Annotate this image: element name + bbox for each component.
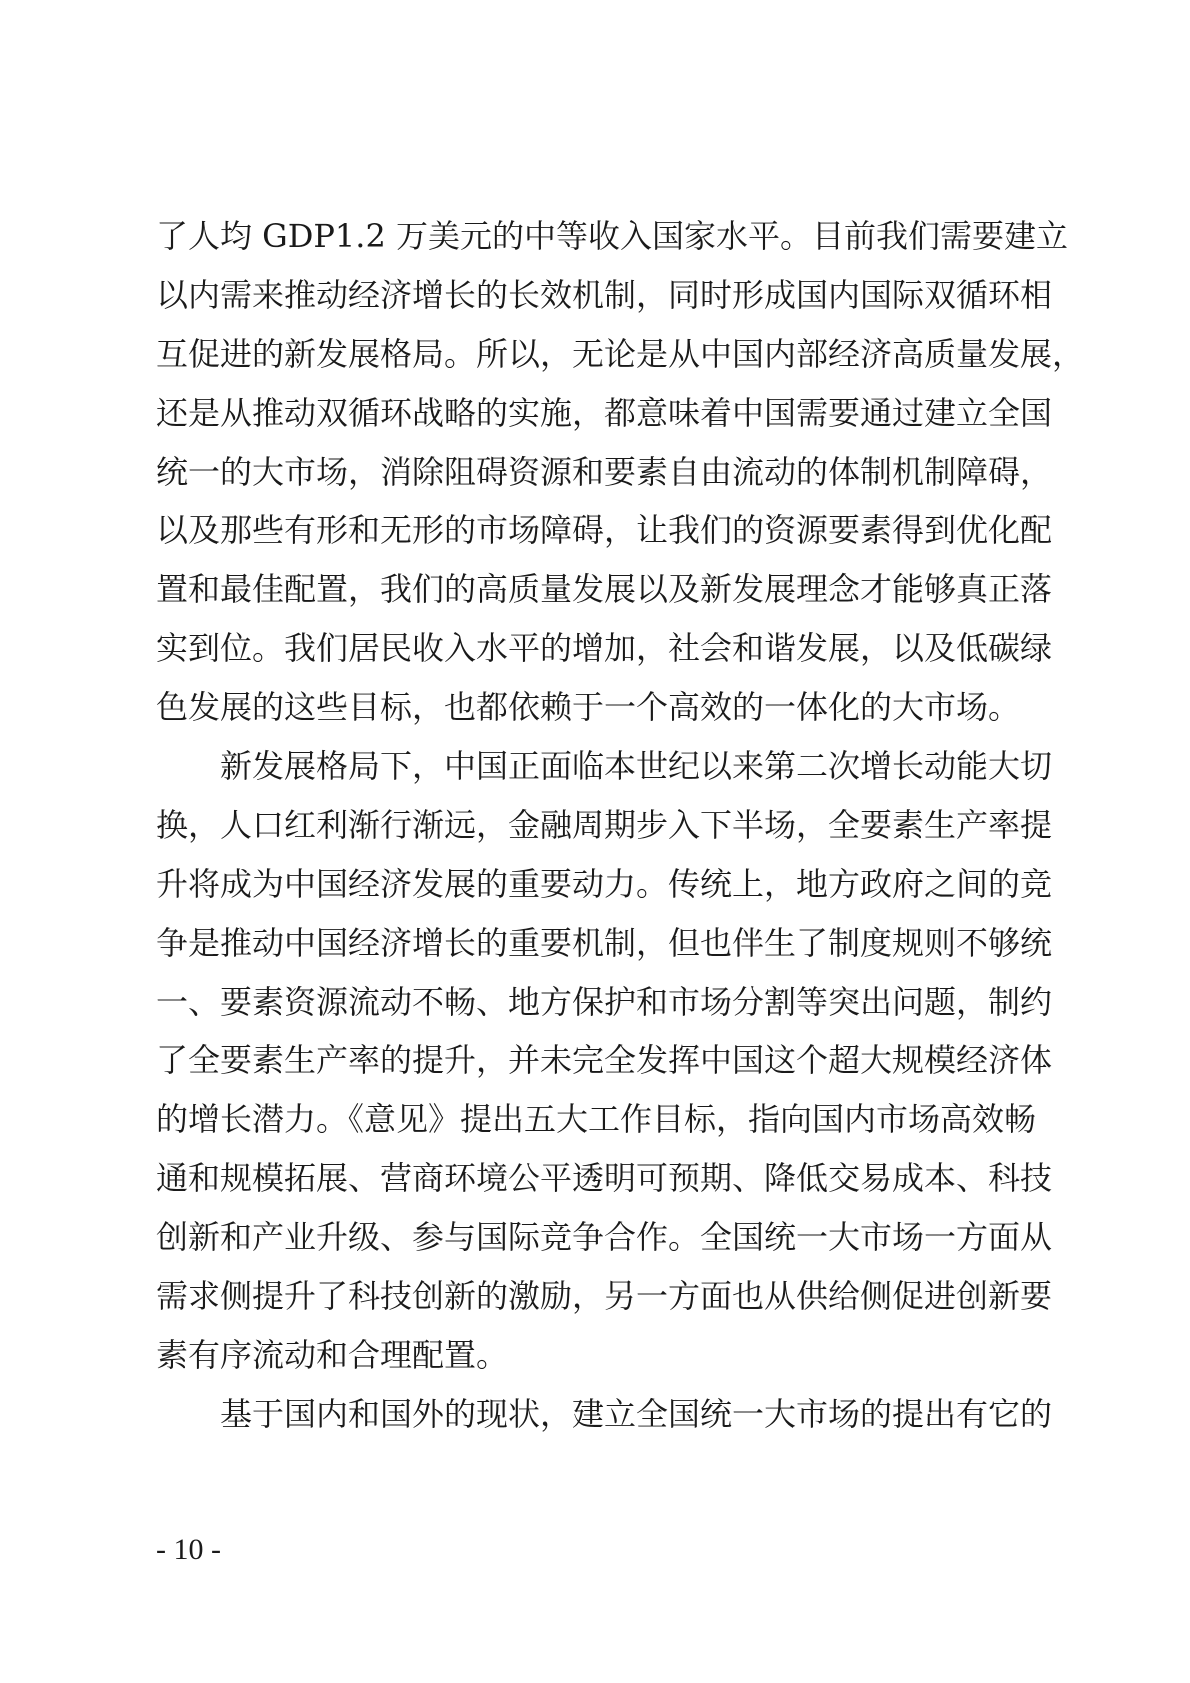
paragraph-2	[156, 737, 1053, 1385]
text-line: 争是推动中国经济增长的重要机制，但也伴生了制度规则不够统	[156, 923, 1053, 962]
text-line: 色发展的这些目标，也都依赖于一个高效的一体化的大市场。	[156, 688, 1021, 727]
text-line: 的增长潜力。《意见》提出五大工作目标，指向国内市场高效畅	[156, 1100, 1037, 1139]
page-number: - 10 -	[156, 1533, 221, 1566]
text-line: 基于国内和国外的现状，建立全国统一大市场的提出有它的	[156, 1394, 1053, 1433]
paragraph-3	[156, 1385, 1053, 1444]
text-line: 素有序流动和合理配置。	[156, 1335, 509, 1374]
text-line: 换，人口红利渐行渐远，金融周期步入下半场，全要素生产率提	[156, 805, 1053, 844]
text-line: 一、要素资源流动不畅、地方保护和市场分割等突出问题，制约	[156, 982, 1053, 1021]
text-line: 以内需来推动经济增长的长效机制，同时形成国内国际双循环相	[156, 275, 1053, 314]
paragraph-1	[156, 207, 1085, 737]
text-line: 创新和产业升级、参与国际竞争合作。全国统一大市场一方面从	[156, 1218, 1053, 1257]
text-line: 以及那些有形和无形的市场障碍，让我们的资源要素得到优化配	[156, 511, 1053, 550]
body-text	[156, 207, 1085, 1444]
text-line: 新发展格局下，中国正面临本世纪以来第二次增长动能大切	[156, 747, 1053, 786]
text-line: 通和规模拓展、营商环境公平透明可预期、降低交易成本、科技	[156, 1159, 1053, 1198]
text-line: 需求侧提升了科技创新的激励，另一方面也从供给侧促进创新要	[156, 1277, 1053, 1316]
text-line: 了人均 GDP1.2 万美元的中等收入国家水平。目前我们需要建立	[156, 217, 1068, 255]
text-line: 还是从推动双循环战略的实施，都意味着中国需要通过建立全国	[156, 393, 1053, 432]
text-line: 统一的大市场，消除阻碍资源和要素自由流动的体制机制障碍，	[156, 452, 1053, 491]
text-line: 了全要素生产率的提升，并未完全发挥中国这个超大规模经济体	[156, 1041, 1053, 1080]
text-line: 实到位。我们居民收入水平的增加，社会和谐发展，以及低碳绿	[156, 629, 1053, 668]
text-line: 互促进的新发展格局。所以，无论是从中国内部经济高质量发展，	[156, 334, 1085, 373]
text-line: 置和最佳配置，我们的高质量发展以及新发展理念才能够真正落	[156, 570, 1053, 609]
text-line: 升将成为中国经济发展的重要动力。传统上，地方政府之间的竞	[156, 864, 1053, 903]
